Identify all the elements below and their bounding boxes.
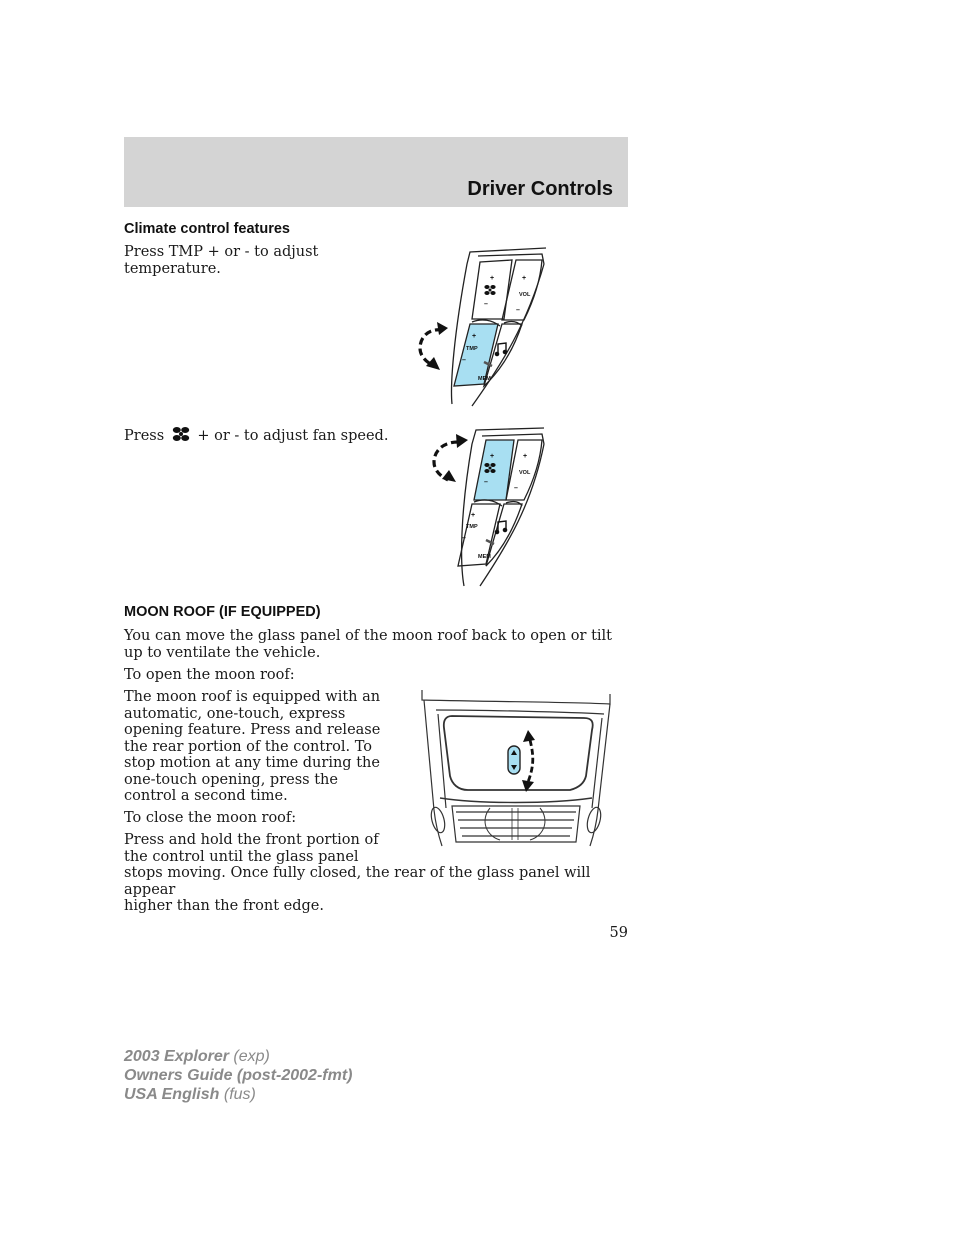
tmp-label: TMP [466, 346, 478, 352]
close-line-2: the control until the glass panel [124, 848, 359, 865]
mem-label-2: MEM [478, 554, 491, 560]
close-label: To close the moon roof: [124, 810, 297, 826]
close-line-1: Press and hold the front portion of [124, 832, 379, 848]
open-label: To open the moon roof: [124, 667, 295, 683]
fan-icon [171, 425, 191, 443]
moonroof-heading: MOON ROOF (IF EQUIPPED) [124, 604, 321, 620]
close-line-3: stops moving. Once fully closed, the rear of the glass panel will appear [124, 865, 591, 898]
vol-plus-label-2: + [523, 453, 528, 460]
fan-instruction-start: Press [124, 428, 165, 444]
page-number: 59 [609, 925, 628, 941]
steering-controls-tmp-figure [412, 244, 552, 410]
footer-guide: Owners Guide (post-2002-fmt) [124, 1067, 353, 1084]
tmp-label-2: TMP [466, 524, 478, 530]
tmp-instruction: Press TMP + or - to adjust temperature. [124, 244, 319, 277]
vol-minus-label: – [516, 307, 520, 314]
fan-minus-label-2: – [484, 479, 488, 486]
vol-minus-label-2: – [514, 485, 518, 492]
climate-heading: Climate control features [124, 221, 290, 237]
vol-label-2: VOL [519, 470, 531, 476]
fan-icon [484, 285, 495, 295]
moonroof-switch [508, 746, 520, 774]
footer-model: 2003 Explorer [124, 1048, 229, 1065]
page-title: Driver Controls [467, 178, 613, 200]
fan-instruction [124, 425, 388, 445]
fan-instruction-end: + or - to adjust fan speed. [197, 428, 389, 444]
tmp-minus-label: – [462, 357, 466, 364]
footer-model-code: (exp) [228, 1048, 270, 1065]
vol-plus-label: + [522, 275, 527, 282]
mem-label: MEM [478, 376, 491, 382]
music-note-icon [495, 343, 506, 356]
tmp-plus-label: + [472, 333, 477, 340]
tmp-plus-label-2: + [471, 512, 476, 519]
moonroof-intro: You can move the glass panel of the moon roof back to open or tilt up to ventilate the vehicle. [124, 628, 613, 661]
footer-language: USA English [124, 1086, 220, 1103]
footer-language-code: (fus) [219, 1086, 256, 1103]
fan-minus-label: – [484, 301, 488, 308]
open-instructions: The moon roof is equipped with an automatic, one-touch, express opening feature. Press and release the rear portion of the control. To stop motion at any time during the one-touch opening, press the control a second time. [124, 689, 381, 804]
fan-plus-label-2: + [490, 453, 495, 460]
tmp-minus-label-2: – [462, 535, 466, 542]
header-band [124, 137, 628, 207]
vol-label: VOL [519, 292, 531, 298]
moonroof-console-figure [420, 690, 612, 850]
document-footer [124, 1047, 352, 1104]
fan-plus-label: + [490, 275, 495, 282]
double-arrow-icon [522, 730, 535, 792]
close-line-4: higher than the front edge. [124, 898, 324, 914]
steering-controls-fan-figure [424, 424, 554, 590]
